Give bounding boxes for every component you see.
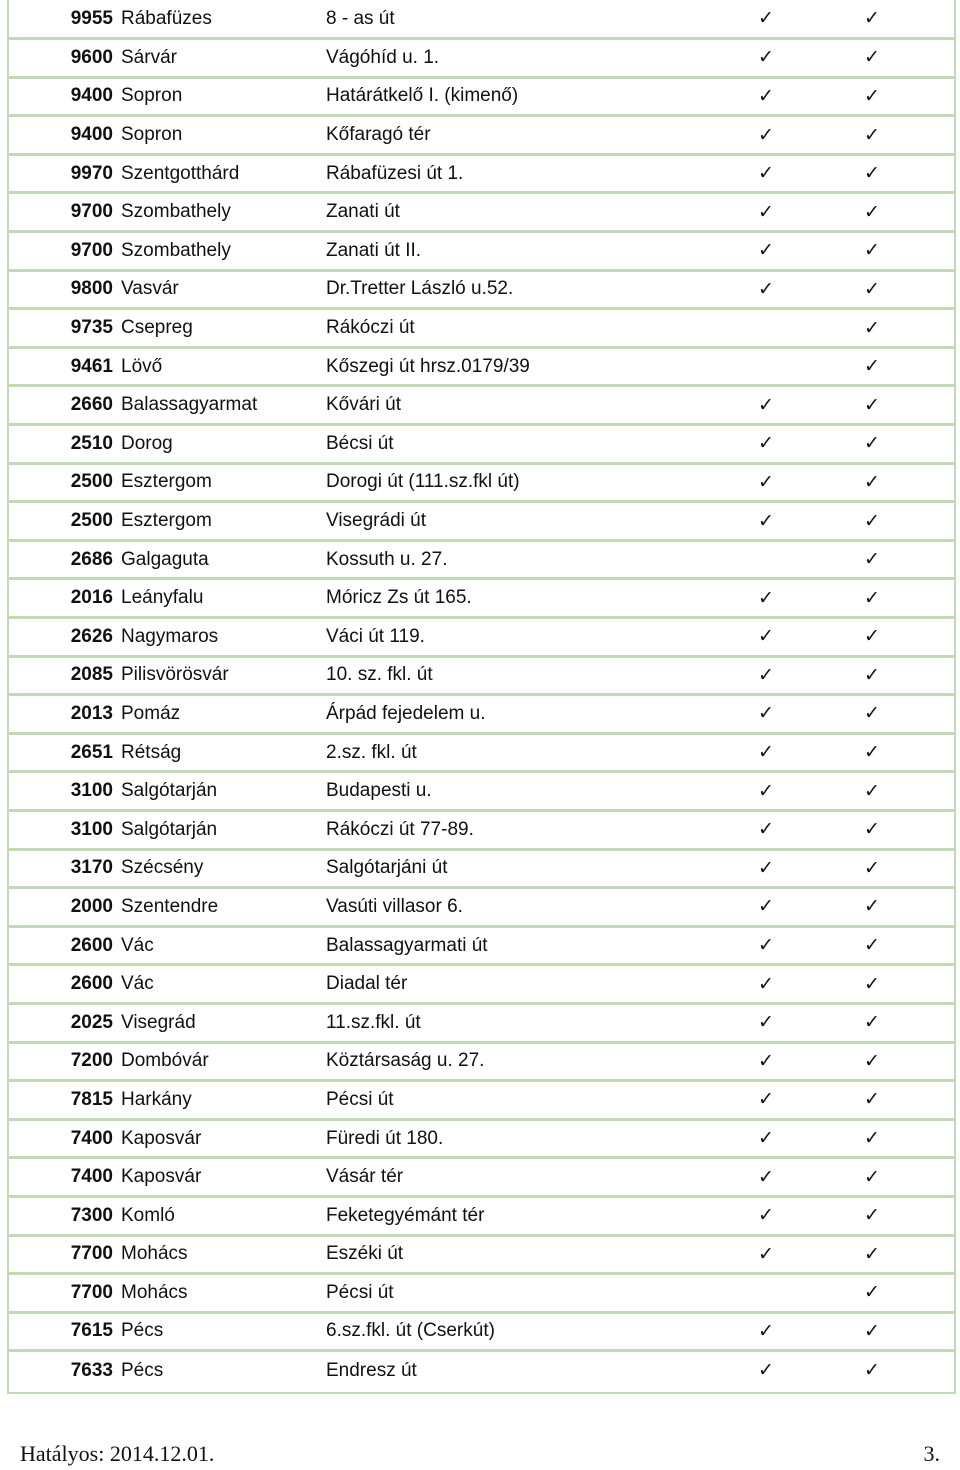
address-text: Rábafüzesi út 1. [326, 162, 464, 184]
table-row [9, 1081, 954, 1120]
city-cell [113, 849, 318, 888]
checkmark-icon: ✓ [864, 77, 954, 116]
address-cell [318, 1158, 668, 1197]
address-cell [318, 309, 668, 348]
checkmark-icon: ✓ [864, 695, 954, 734]
checkmark-icon: ✓ [668, 0, 864, 39]
zip-code-cell: 3100 [9, 810, 113, 849]
city-name: Rábafüzes [121, 7, 212, 29]
zip-code-cell: 2651 [9, 733, 113, 772]
address-cell [318, 965, 668, 1004]
checkmark-icon: ✓ [864, 1119, 954, 1158]
table-row [9, 965, 954, 1004]
city-name: Salgótarján [121, 780, 218, 802]
city-name: Lövő [121, 355, 163, 377]
city-cell [113, 1119, 318, 1158]
address-text: Kővári út [326, 394, 401, 416]
city-cell [113, 1235, 318, 1274]
table-row [9, 888, 954, 927]
city-name: Dorog [121, 432, 173, 454]
checkmark-icon: ✓ [668, 232, 864, 271]
table-row [9, 1312, 954, 1351]
checkmark-icon: ✓ [668, 1158, 864, 1197]
checkmark-icon: ✓ [864, 347, 954, 386]
city-cell [113, 0, 318, 39]
city-name: Csepreg [121, 317, 193, 339]
zip-code-cell: 3170 [9, 849, 113, 888]
city-cell [113, 386, 318, 425]
checkmark-icon: ✓ [668, 1119, 864, 1158]
checkmark-icon: ✓ [864, 193, 954, 232]
city-name: Szentgotthárd [121, 162, 240, 184]
city-cell [113, 618, 318, 657]
city-cell [113, 232, 318, 271]
checkmark-icon: ✓ [668, 1003, 864, 1042]
zip-code-cell: 2025 [9, 1003, 113, 1042]
address-text: Határátkelő I. (kimenő) [326, 85, 519, 107]
table-row [9, 1351, 954, 1390]
checkmark-icon: ✓ [668, 772, 864, 811]
address-text: Zanati út II. [326, 239, 422, 261]
zip-code-cell: 2500 [9, 463, 113, 502]
city-cell [113, 39, 318, 78]
zip-code-cell: 2500 [9, 502, 113, 541]
address-text: Móricz Zs út 165. [326, 587, 472, 609]
table-row [9, 733, 954, 772]
checkmark-icon: ✓ [864, 0, 954, 39]
address-cell [318, 425, 668, 464]
zip-code-cell: 7633 [70, 1359, 113, 1381]
city-cell [113, 1042, 318, 1081]
zip-code-cell: 7700 [9, 1235, 113, 1274]
table-row [9, 39, 954, 78]
zip-code-cell: 9700 [9, 193, 113, 232]
address-text: Bécsi út [326, 432, 394, 454]
table-row [9, 1196, 954, 1235]
city-name: Sárvár [121, 46, 177, 68]
table-row [9, 1003, 954, 1042]
checkmark-icon: ✓ [864, 810, 954, 849]
table-row [9, 579, 954, 618]
city-name: Visegrád [121, 1011, 196, 1033]
checkmark-icon: ✓ [668, 618, 864, 657]
checkmark-icon: ✓ [864, 965, 954, 1004]
address-cell [318, 733, 668, 772]
city-name: Pomáz [121, 702, 181, 724]
address-cell [318, 1235, 668, 1274]
zip-code-cell: 9800 [9, 270, 113, 309]
city-cell [113, 1003, 318, 1042]
table-row [9, 154, 954, 193]
address-cell [318, 849, 668, 888]
address-cell [318, 502, 668, 541]
checkmark-icon: ✓ [668, 1312, 864, 1351]
zip-code-cell: 9970 [9, 154, 113, 193]
city-cell [113, 347, 318, 386]
address-text: Visegrádi út [326, 510, 426, 532]
address-text: Rákóczi út [326, 317, 415, 339]
address-text: Vágóhíd u. 1. [326, 46, 440, 68]
address-text: Vásár tér [326, 1166, 404, 1188]
checkmark-icon: ✓ [864, 39, 954, 78]
city-name: Pilisvörösvár [121, 664, 229, 686]
city-cell [113, 579, 318, 618]
city-cell [113, 116, 318, 155]
zip-code-cell: 7300 [9, 1196, 113, 1235]
checkmark-icon: ✓ [864, 1003, 954, 1042]
checkmark-icon: ✓ [864, 1274, 954, 1313]
city-name: Pécs [121, 1320, 164, 1342]
zip-code-cell: 7815 [9, 1081, 113, 1120]
zip-code-cell: 2600 [9, 965, 113, 1004]
stations-table [9, 0, 954, 1389]
city-name: Galgaguta [121, 548, 209, 570]
address-text: Endresz út [326, 1359, 417, 1381]
address-cell [318, 1351, 668, 1390]
checkmark-icon: ✓ [668, 926, 864, 965]
checkmark-icon: ✓ [668, 116, 864, 155]
address-text: Váci út 119. [326, 625, 425, 647]
city-name: Balassagyarmat [121, 394, 258, 416]
address-text: Budapesti u. [326, 780, 432, 802]
address-text: Pécsi út [326, 1088, 394, 1110]
city-cell [113, 888, 318, 927]
city-name: Esztergom [121, 510, 212, 532]
city-name: Rétság [121, 741, 182, 763]
checkmark-icon: ✓ [864, 926, 954, 965]
city-name: Sopron [121, 85, 183, 107]
checkmark-icon: ✓ [668, 965, 864, 1004]
checkmark-icon: ✓ [668, 77, 864, 116]
checkmark-icon [668, 1274, 864, 1313]
city-cell [113, 733, 318, 772]
city-cell [113, 309, 318, 348]
city-cell [113, 965, 318, 1004]
table-row [9, 1235, 954, 1274]
address-cell [318, 926, 668, 965]
city-name: Sopron [121, 124, 183, 146]
city-name: Szentendre [121, 895, 219, 917]
checkmark-icon: ✓ [864, 463, 954, 502]
address-cell [318, 1003, 668, 1042]
zip-code-cell: 2085 [9, 656, 113, 695]
checkmark-icon: ✓ [668, 270, 864, 309]
checkmark-icon [668, 347, 864, 386]
address-cell [318, 579, 668, 618]
checkmark-icon: ✓ [668, 733, 864, 772]
address-text: Árpád fejedelem u. [326, 702, 486, 724]
city-name: Kaposvár [121, 1127, 202, 1149]
table-row [9, 1158, 954, 1197]
address-cell [318, 270, 668, 309]
zip-code-cell: 2686 [9, 540, 113, 579]
table-row [9, 810, 954, 849]
table-row [9, 1119, 954, 1158]
checkmark-icon: ✓ [668, 502, 864, 541]
city-name: Szécsény [121, 857, 204, 879]
city-cell [113, 810, 318, 849]
checkmark-icon: ✓ [864, 1081, 954, 1120]
zip-code-cell: 7615 [9, 1312, 113, 1351]
table-row [9, 270, 954, 309]
city-cell [113, 463, 318, 502]
zip-code-cell: 9400 [9, 77, 113, 116]
table-row [9, 695, 954, 734]
table-row [9, 347, 954, 386]
checkmark-icon [668, 309, 864, 348]
checkmark-icon: ✓ [668, 849, 864, 888]
address-cell [318, 1312, 668, 1351]
zip-code-cell: 2660 [9, 386, 113, 425]
zip-code-cell: 9461 [9, 347, 113, 386]
zip-code-cell: 9600 [9, 39, 113, 78]
checkmark-icon: ✓ [668, 154, 864, 193]
checkmark-icon: ✓ [668, 463, 864, 502]
table-row [9, 232, 954, 271]
checkmark-icon: ✓ [758, 1360, 774, 1382]
city-name: Szombathely [121, 239, 231, 261]
zip-code-cell: 7200 [9, 1042, 113, 1081]
city-cell [113, 1274, 318, 1313]
city-name: Dombóvár [121, 1050, 209, 1072]
checkmark-icon: ✓ [864, 849, 954, 888]
checkmark-icon: ✓ [668, 39, 864, 78]
city-cell [113, 695, 318, 734]
address-cell [318, 39, 668, 78]
address-cell [318, 540, 668, 579]
address-text: 11.sz.fkl. út [326, 1011, 421, 1033]
checkmark-icon: ✓ [864, 1360, 880, 1382]
address-text: 6.sz.fkl. út (Cserkút) [326, 1320, 495, 1342]
address-text: Eszéki út [326, 1243, 404, 1265]
address-text: Feketegyémánt tér [326, 1204, 485, 1226]
city-name: Mohács [121, 1243, 188, 1265]
city-cell [113, 540, 318, 579]
page-number: 3. [923, 1441, 940, 1466]
table-row [9, 0, 954, 39]
address-cell [318, 772, 668, 811]
checkmark-icon: ✓ [668, 579, 864, 618]
checkmark-icon: ✓ [864, 888, 954, 927]
table-row [9, 772, 954, 811]
zip-code-cell: 9955 [9, 0, 113, 39]
zip-code-cell: 7400 [9, 1119, 113, 1158]
address-text: 8 - as út [326, 7, 395, 29]
city-name: Vác [121, 973, 154, 995]
address-cell [318, 154, 668, 193]
checkmark-icon: ✓ [864, 309, 954, 348]
address-text: 2.sz. fkl. út [326, 741, 417, 763]
address-text: Dr.Tretter László u.52. [326, 278, 514, 300]
city-name: Pécs [121, 1359, 164, 1381]
checkmark-icon: ✓ [668, 386, 864, 425]
table-row [9, 656, 954, 695]
table-row [9, 502, 954, 541]
address-cell [318, 1274, 668, 1313]
address-text: Salgótarjáni út [326, 857, 448, 879]
checkmark-icon: ✓ [864, 772, 954, 811]
table-row [9, 1042, 954, 1081]
checkmark-icon [668, 540, 864, 579]
checkmark-icon: ✓ [668, 1081, 864, 1120]
zip-code-cell: 7700 [9, 1274, 113, 1313]
stations-table-frame [7, 0, 956, 1394]
address-cell [318, 193, 668, 232]
checkmark-icon: ✓ [864, 540, 954, 579]
checkmark-icon: ✓ [864, 154, 954, 193]
zip-code-cell: 2626 [9, 618, 113, 657]
table-row [9, 849, 954, 888]
table-row [9, 309, 954, 348]
address-cell [318, 232, 668, 271]
table-row [9, 425, 954, 464]
checkmark-icon: ✓ [864, 618, 954, 657]
zip-code-cell: 9400 [9, 116, 113, 155]
address-cell [318, 0, 668, 39]
checkmark-icon: ✓ [864, 232, 954, 271]
city-cell [113, 772, 318, 811]
address-cell [318, 463, 668, 502]
table-row [9, 540, 954, 579]
address-cell [318, 386, 668, 425]
city-cell [113, 1196, 318, 1235]
address-cell [318, 116, 668, 155]
city-cell [113, 270, 318, 309]
checkmark-icon: ✓ [668, 425, 864, 464]
address-cell [318, 656, 668, 695]
city-cell [113, 502, 318, 541]
zip-code-cell: 9700 [9, 232, 113, 271]
checkmark-icon: ✓ [864, 1158, 954, 1197]
table-row [9, 618, 954, 657]
table-row [9, 926, 954, 965]
address-cell [318, 1196, 668, 1235]
address-cell [318, 347, 668, 386]
address-cell [318, 1042, 668, 1081]
address-text: Kőszegi út hrsz.0179/39 [326, 355, 530, 377]
zip-code-cell: 7400 [9, 1158, 113, 1197]
zip-code-cell: 2510 [9, 425, 113, 464]
validity-date: Hatályos: 2014.12.01. [20, 1441, 215, 1466]
table-row [9, 386, 954, 425]
zip-code-cell: 9735 [9, 309, 113, 348]
stations-table-body [9, 0, 954, 1389]
address-cell [318, 1119, 668, 1158]
address-text: Rákóczi út 77-89. [326, 818, 474, 840]
address-cell [318, 77, 668, 116]
checkmark-icon: ✓ [864, 733, 954, 772]
city-cell [113, 1081, 318, 1120]
checkmark-icon: ✓ [668, 656, 864, 695]
checkmark-icon: ✓ [668, 1196, 864, 1235]
checkmark-icon: ✓ [668, 1042, 864, 1081]
checkmark-icon: ✓ [668, 695, 864, 734]
address-text: Kossuth u. 27. [326, 548, 448, 570]
city-cell [113, 926, 318, 965]
address-text: 10. sz. fkl. út [326, 664, 433, 686]
address-text: Füredi út 180. [326, 1127, 444, 1149]
zip-code-cell: 2013 [9, 695, 113, 734]
address-text: Balassagyarmati út [326, 934, 488, 956]
city-name: Harkány [121, 1088, 192, 1110]
zip-code-cell: 2016 [9, 579, 113, 618]
address-text: Kőfaragó tér [326, 124, 431, 146]
city-cell [113, 1158, 318, 1197]
checkmark-icon: ✓ [864, 425, 954, 464]
table-row [9, 77, 954, 116]
city-cell [113, 1351, 318, 1390]
checkmark-icon: ✓ [864, 1312, 954, 1351]
city-name: Kaposvár [121, 1166, 202, 1188]
checkmark-icon: ✓ [864, 116, 954, 155]
checkmark-icon: ✓ [864, 386, 954, 425]
city-name: Mohács [121, 1281, 188, 1303]
checkmark-icon: ✓ [864, 1235, 954, 1274]
checkmark-icon: ✓ [864, 579, 954, 618]
table-row [9, 1274, 954, 1313]
address-text: Pécsi út [326, 1281, 394, 1303]
city-name: Szombathely [121, 201, 231, 223]
table-row [9, 463, 954, 502]
table-row [9, 193, 954, 232]
address-text: Dorogi út (111.sz.fkl út) [326, 471, 520, 493]
city-name: Esztergom [121, 471, 212, 493]
address-cell [318, 695, 668, 734]
checkmark-icon: ✓ [668, 193, 864, 232]
city-name: Salgótarján [121, 818, 218, 840]
checkmark-icon: ✓ [668, 1235, 864, 1274]
address-cell [318, 810, 668, 849]
address-cell [318, 618, 668, 657]
checkmark-icon: ✓ [668, 810, 864, 849]
zip-code-cell: 2600 [9, 926, 113, 965]
checkmark-icon: ✓ [864, 656, 954, 695]
address-cell [318, 888, 668, 927]
city-name: Leányfalu [121, 587, 204, 609]
city-name: Vasvár [121, 278, 179, 300]
city-name: Komló [121, 1204, 175, 1226]
city-cell [113, 425, 318, 464]
checkmark-icon: ✓ [668, 888, 864, 927]
address-cell [318, 1081, 668, 1120]
checkmark-icon: ✓ [864, 270, 954, 309]
address-text: Köztársaság u. 27. [326, 1050, 485, 1072]
address-text: Zanati út [326, 201, 400, 223]
city-name: Vác [121, 934, 154, 956]
zip-code-cell: 2000 [9, 888, 113, 927]
zip-code-cell: 3100 [9, 772, 113, 811]
checkmark-icon: ✓ [864, 1196, 954, 1235]
checkmark-icon: ✓ [864, 502, 954, 541]
address-text: Diadal tér [326, 973, 408, 995]
city-cell [113, 193, 318, 232]
city-name: Nagymaros [121, 625, 219, 647]
city-cell [113, 656, 318, 695]
city-cell [113, 154, 318, 193]
checkmark-icon: ✓ [864, 1042, 954, 1081]
city-cell [113, 77, 318, 116]
city-cell [113, 1312, 318, 1351]
table-row [9, 116, 954, 155]
address-text: Vasúti villasor 6. [326, 895, 463, 917]
